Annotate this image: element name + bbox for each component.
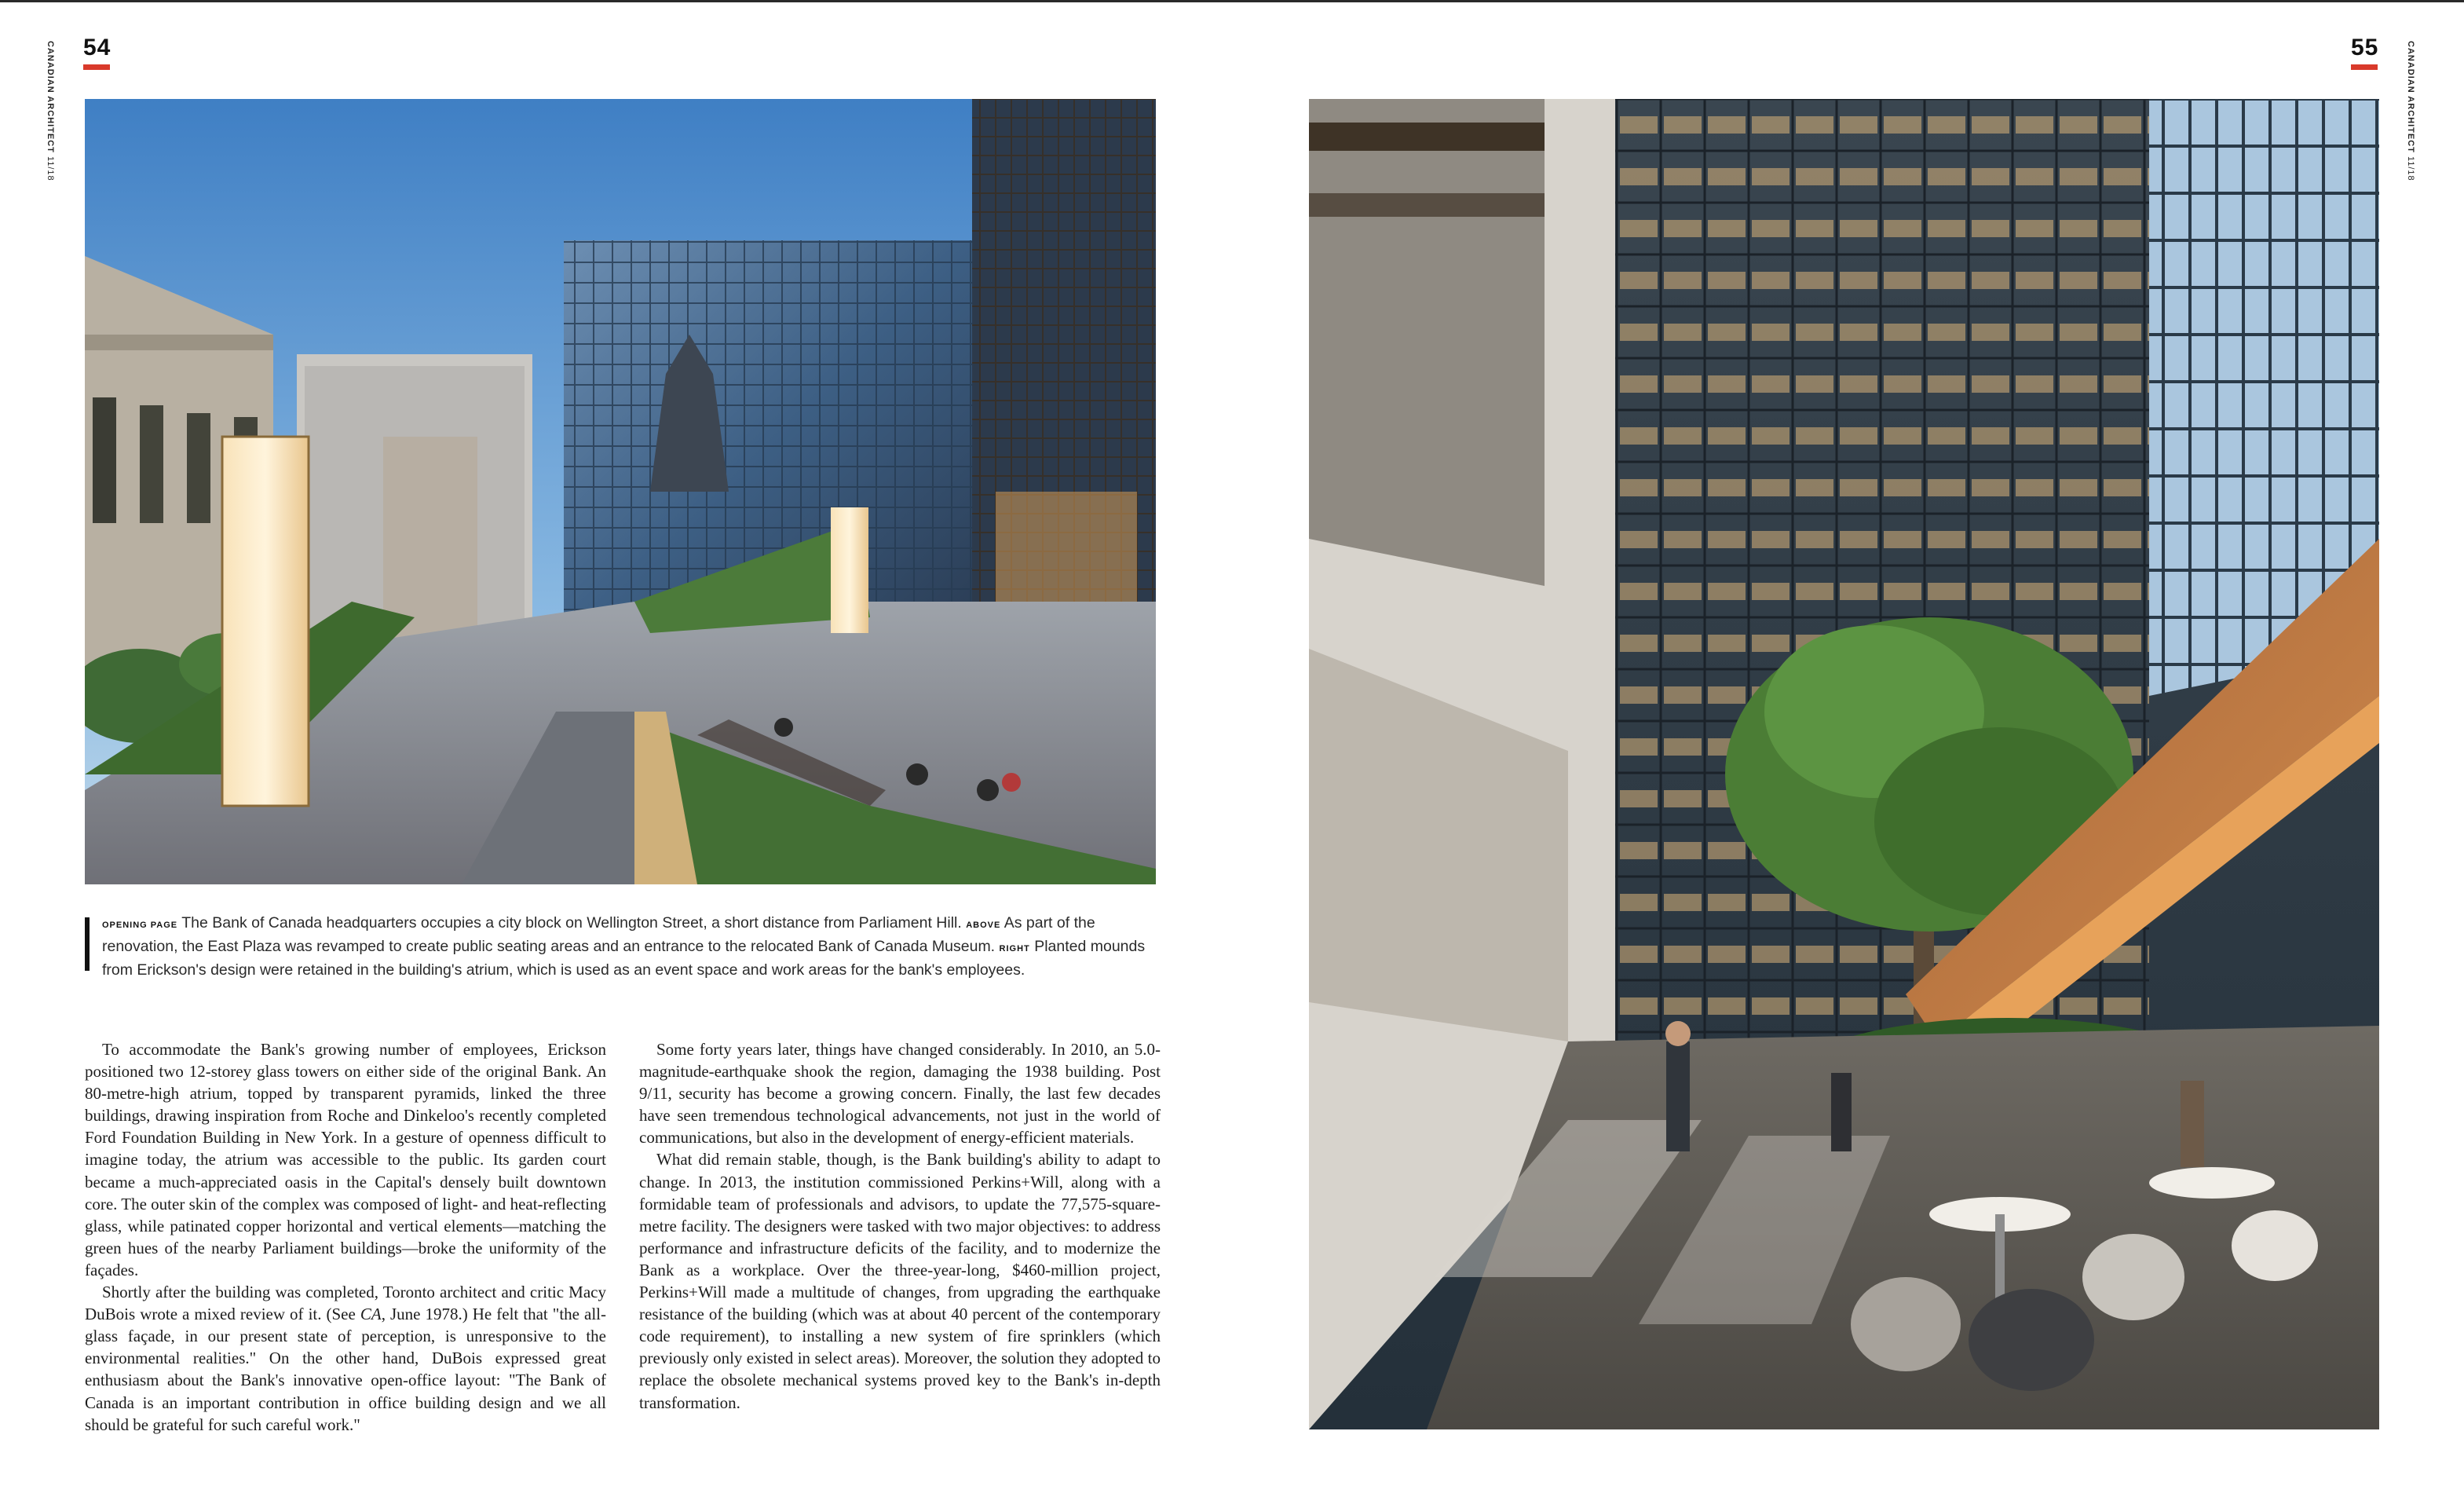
running-head-issue-left: 11/18	[46, 156, 55, 181]
caption-text	[102, 913, 1156, 981]
article-paragraph: Some forty years later, things have changed considerably. In 2010, an 5.0-magnitude-earthquake shook the region, damaging the 1938 building. Post 9/11, security has become a growing concern. Finally, the last few decades have seen tremendous technological advancements, not just in the world of communications, but also in the development of energy-efficient materials.	[639, 1040, 1161, 1147]
folio-accent-bar-left	[83, 64, 110, 70]
page-number-right-text: 55	[2351, 35, 2379, 60]
paragraph-text: Shortly after the building was completed, Toronto architect and critic Macy DuBois wrote a mixed review of it. (See	[85, 1283, 606, 1324]
running-head-magazine-right: CANADIAN ARCHITECT	[2406, 41, 2415, 153]
magazine-abbrev: CA	[360, 1305, 382, 1324]
article-paragraph: To accommodate the Bank's growing number of employees, Erickson positioned two 12-storey glass towers on either side of the original Bank. An 80-metre-high atrium, topped by transparent pyramids, linked the three buildings, drawing inspiration from Roche and Dinkeloo's recently completed Ford Foundation Building in New York. In a gesture of openness difficult to imagine today, the atrium was accessible to the public. Its garden court became a much-appreciated oasis in the Capital's densely built downtown core. The outer skin of the complex was composed of light- and heat-reflecting glass, while patinated copper horizontal and vertical elements—matching the green hues of the nearby Parliament buildings—broke the uniformity of the façades.	[85, 1040, 606, 1279]
top-rule	[0, 0, 2464, 2]
caption-label-above: ABOVE	[966, 921, 1001, 930]
running-head-magazine-left: CANADIAN ARCHITECT	[46, 41, 55, 153]
running-head-left	[46, 41, 55, 181]
page-number-right	[2351, 35, 2378, 70]
page-number-left-text: 54	[83, 35, 112, 60]
article-paragraph	[85, 1281, 606, 1436]
photo-caption	[85, 913, 1156, 981]
running-head-issue-right: 11/18	[2406, 156, 2415, 181]
caption-label-right: RIGHT	[999, 944, 1030, 953]
caption-marker	[85, 917, 90, 971]
caption-label-opening: OPENING PAGE	[102, 921, 178, 930]
article-column-2	[639, 1038, 1161, 1414]
running-head-right	[2406, 41, 2415, 181]
article-paragraph: What did remain stable, though, is the Bank building's ability to adapt to change. In 2013, the institution commissioned Perkins+Will, along with a formidable team of professionals and advisors, to update the 77,575-square-metre facility. The designers were tasked with two major objectives: to address performance and infrastructure deficits of the facility, and to modernize the Bank as a workplace. Over the three-year-long, $460-million project, Perkins+Will made a multitude of changes, from upgrading the earthquake resistance of the building (which was at about 40 percent of the contemporary code requirement), to installing a new system of fire sprinklers (which previously only existed in select areas). Moreover, the solution they adopted to replace the obsolete mechanical systems proved key to the Bank's in-depth transformation.	[639, 1150, 1161, 1412]
paragraph-text: , June 1978.) He felt that "the all-glass façade, in our present state of perception, is unresponsive to the environmental realities." On the other hand, DuBois expressed great enthusiasm about the Bank's innovative open-office layout: "The Bank of Canada is an important contribution in office building design and we all should be grateful for such careful work."	[85, 1305, 607, 1434]
caption-opening-text: The Bank of Canada headquarters occupies a city block on Wellington Street, a short distance from Parliament Hill.	[181, 914, 962, 932]
photo-east-plaza	[85, 99, 1156, 884]
article-column-1	[85, 1038, 606, 1436]
folio-accent-bar-right	[2351, 64, 2378, 70]
page-number-left	[83, 35, 111, 70]
caption-right-text: Planted mounds from Erickson's design were retained in the building's atrium, which is used as an event space and work areas for the bank's employees.	[102, 938, 1146, 979]
caption-above-text: As part of the renovation, the East Plaza was revamped to create public seating areas and an entrance to the relocated Bank of Canada Museum.	[102, 914, 1095, 955]
photo-atrium	[1309, 99, 2379, 1429]
